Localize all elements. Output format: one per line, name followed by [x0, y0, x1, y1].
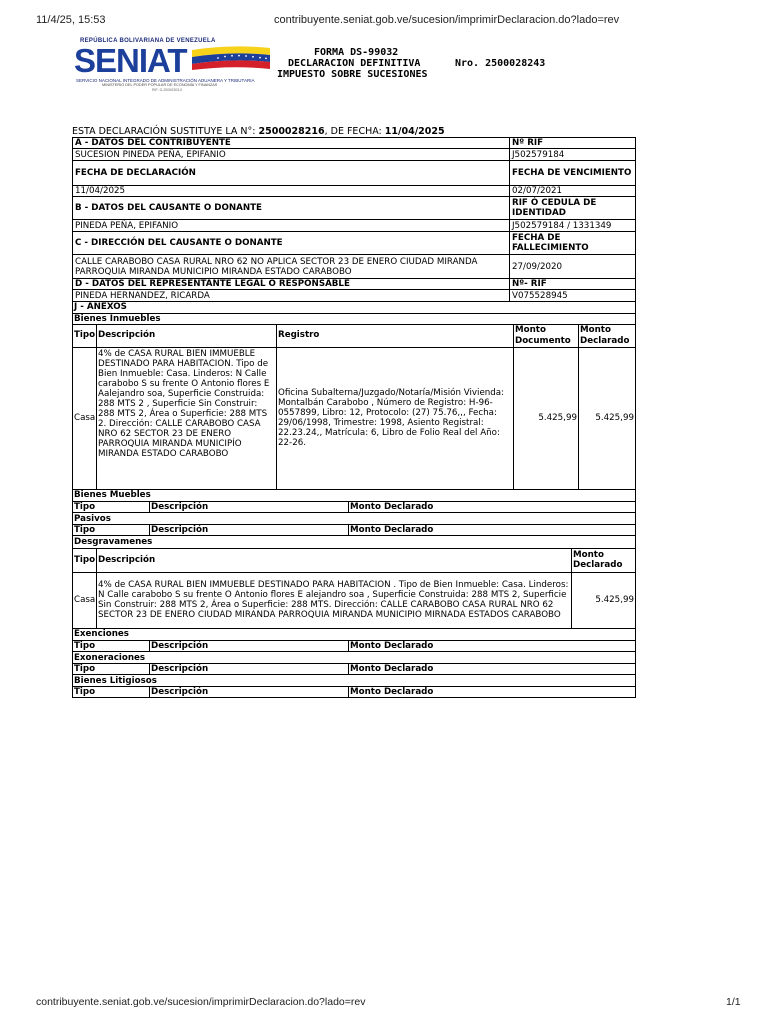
section-d-title: D - DATOS DEL REPRESENTANTE LEGAL O RESPONSABLE	[73, 279, 510, 290]
desgravamenes-header-tipo: Tipo	[73, 548, 97, 572]
desgravamenes-header-monto: Monto Declarado	[572, 548, 636, 572]
section-c-title: C - DIRECCIÓN DEL CAUSANTE O DONANTE	[73, 232, 510, 255]
causante-name: PINEDA PEÑA, EPIFANIO	[73, 220, 510, 232]
desgravamenes-title: Desgravamenes	[73, 536, 636, 548]
print-header-url: contribuyente.seniat.gob.ve/sucesion/imprimirDeclaracion.do?lado=rev	[274, 14, 620, 26]
section-d-rif-label: Nº- RIF	[510, 279, 636, 290]
inmueble-tipo: Casa	[73, 347, 97, 489]
form-tax: IMPUESTO SOBRE SUCESIONES	[277, 69, 428, 80]
inmuebles-header-monto-documento: Monto Documento	[514, 324, 579, 347]
inmuebles-table	[72, 302, 636, 490]
print-footer-url: contribuyente.seniat.gob.ve/sucesion/imprimirDeclaracion.do?lado=rev	[36, 996, 366, 1008]
section-j-title: J - ANEXOS	[73, 302, 636, 313]
seniat-logo	[74, 38, 274, 90]
desgravamen-tipo: Casa	[73, 572, 97, 628]
representante-rif: V075528945	[510, 290, 636, 302]
exoneraciones-header-monto: Monto Declarado	[349, 664, 636, 675]
exenciones-header-tipo: Tipo	[73, 641, 150, 652]
inmueble-monto-documento: 5.425,99	[514, 347, 579, 489]
contribuyente-name: SUCESION PINEDA PEÑA, EPIFANIO	[73, 149, 510, 161]
exenciones-header-monto: Monto Declarado	[349, 641, 636, 652]
substitution-date: 11/04/2025	[384, 126, 445, 137]
substitution-line	[72, 126, 445, 137]
litigiosos-title: Bienes Litigiosos	[73, 675, 636, 687]
desgravamen-descripcion: 4% de CASA RURAL BIEN IMMUEBLE DESTINADO PARA HABITACION . Tipo de Bien Inmueble: Casa. Linderos: N Calle carabobo S su frente O Antonio flores E alejandro soa , Superficie Construida: 288 MTS 2, Superficie Sin Construir: 288 MTS 2, Área o Superficie: 288 MTS. Dirección: CALLE CARABOBO CASA RURAL NRO 62 SECTOR 23 DE ENERO CIUDAD MIRANDA PARROQUIA MIRANDA MUNICIPIO MIRNADA ESTADOS CARABOBO	[97, 572, 572, 628]
litigiosos-header-tipo: Tipo	[73, 687, 150, 698]
inmuebles-title: Bienes Inmuebles	[73, 313, 636, 324]
pasivos-header-tipo: Tipo	[73, 525, 150, 536]
fecha-declaracion-label: FECHA DE DECLARACIÓN	[73, 161, 510, 186]
muebles-header-tipo: Tipo	[73, 502, 150, 513]
litigiosos-header-descripcion: Descripción	[150, 687, 349, 698]
exenciones-title: Exenciones	[73, 629, 636, 641]
sections-a-d-table	[72, 137, 636, 302]
table-row	[73, 572, 636, 628]
inmueble-registro: Oficina Subalterna/Juzgado/Notaría/Misión Vivienda: Montalbán Carabobo , Número de Registro: H-96-0557899, Libro: 12, Protocolo: (27) 75.76,,, Fecha: 29/06/1998, Trimestre: 1998, Asiento Registral: 22.23.24,, Matrícula: 6, Libro de Folio Real del Año: 22-26.	[277, 347, 514, 489]
logo-rif: RIF: G-20000303-0	[152, 88, 183, 92]
print-datetime: 11/4/25, 15:53	[36, 14, 106, 26]
table-row	[73, 347, 636, 489]
muebles-header-descripcion: Descripción	[150, 502, 349, 513]
flag-swoosh-icon	[192, 46, 270, 70]
contribuyente-rif: J502579184	[510, 149, 636, 161]
exenciones-header-descripcion: Descripción	[150, 641, 349, 652]
exenciones-exoneraciones-litigiosos-table	[72, 629, 636, 699]
muebles-title: Bienes Muebles	[73, 490, 636, 502]
inmuebles-header-tipo: Tipo	[73, 324, 97, 347]
exoneraciones-header-descripcion: Descripción	[150, 664, 349, 675]
inmuebles-header-descripcion: Descripción	[97, 324, 277, 347]
litigiosos-header-monto: Monto Declarado	[349, 687, 636, 698]
section-a-rif-label: Nº RIF	[510, 138, 636, 149]
desgravamen-monto: 5.425,99	[572, 572, 636, 628]
causante-address: CALLE CARABOBO CASA RURAL NRO 62 NO APLICA SECTOR 23 DE ENERO CIUDAD MIRANDA PARROQUIA MIRANDA MUNICIPIO MIRANDA ESTADO CARABOBO	[73, 255, 510, 279]
inmueble-descripcion: 4% de CASA RURAL BIEN IMMUEBLE DESTINADO PARA HABITACION. Tipo de Bien Inmueble: Casa. Linderos: N Calle carabobo S su frente O Antonio flores E Aalejandro soa, Superficie Construida: 288 MTS 2 , Superficie Sin Construir: 288 MTS 2, Área o Superficie: 288 MTS 2. Dirección: CALLE CARABOBO CASA NRO 62 SECTOR 23 DE ENERO PARROQUIA MIRANDA MUNICIPÍO MIRANDA ESTADO CARABOBO	[97, 347, 277, 489]
substitution-number: 2500028216	[258, 126, 325, 137]
desgravamenes-table	[72, 536, 636, 629]
pasivos-header-descripcion: Descripción	[150, 525, 349, 536]
inmuebles-header-registro: Registro	[277, 324, 514, 347]
desgravamenes-header-descripcion: Descripción	[97, 548, 572, 572]
substitution-middle: , DE FECHA:	[324, 126, 385, 137]
form-type: DECLARACION DEFINITIVA	[288, 58, 421, 69]
declaration-document	[72, 137, 635, 698]
exoneraciones-title: Exoneraciones	[73, 652, 636, 664]
form-code: FORMA DS-99032	[314, 47, 399, 58]
muebles-pasivos-table	[72, 490, 636, 537]
inmuebles-header-monto-declarado: Monto Declarado	[579, 324, 636, 347]
substitution-prefix: ESTA DECLARACIÓN SUSTITUYE LA N°:	[72, 126, 259, 137]
section-b-rif-label: RIF Ó CEDULA DE IDENTIDAD	[510, 197, 636, 220]
logo-republic-text: REPÚBLICA BOLIVARIANA DE VENEZUELA	[80, 38, 216, 44]
inmueble-monto-declarado: 5.425,99	[579, 347, 636, 489]
causante-rif: J502579184 / 1331349	[510, 220, 636, 232]
logo-subtitle: SERVICIO NACIONAL INTEGRADO DE ADMINISTRACIÓN ADUANERA Y TRIBUTARIA	[76, 78, 255, 83]
print-page-count: 1/1	[726, 996, 741, 1008]
muebles-header-monto: Monto Declarado	[349, 502, 636, 513]
pasivos-header-monto: Monto Declarado	[349, 525, 636, 536]
representante-name: PINEDA HERNANDEZ, RICARDA	[73, 290, 510, 302]
fecha-declaracion-value: 11/04/2025	[73, 186, 510, 197]
fallecimiento-label: FECHA DE FALLECIMIENTO	[510, 232, 636, 255]
fecha-vencimiento-value: 02/07/2021	[510, 186, 636, 197]
section-a-title: A - DATOS DEL CONTRIBUYENTE	[73, 138, 510, 149]
logo-wordmark: SENIAT	[74, 42, 187, 79]
pasivos-title: Pasivos	[73, 513, 636, 525]
fallecimiento-value: 27/09/2020	[510, 255, 636, 279]
exoneraciones-header-tipo: Tipo	[73, 664, 150, 675]
logo-ministry: MINISTERIO DEL PODER POPULAR DE ECONOMÍA Y FINANZAS	[102, 83, 218, 87]
fecha-vencimiento-label: FECHA DE VENCIMIENTO	[510, 161, 636, 186]
form-number: Nro. 2500028243	[455, 58, 546, 69]
section-b-title: B - DATOS DEL CAUSANTE O DONANTE	[73, 197, 510, 220]
